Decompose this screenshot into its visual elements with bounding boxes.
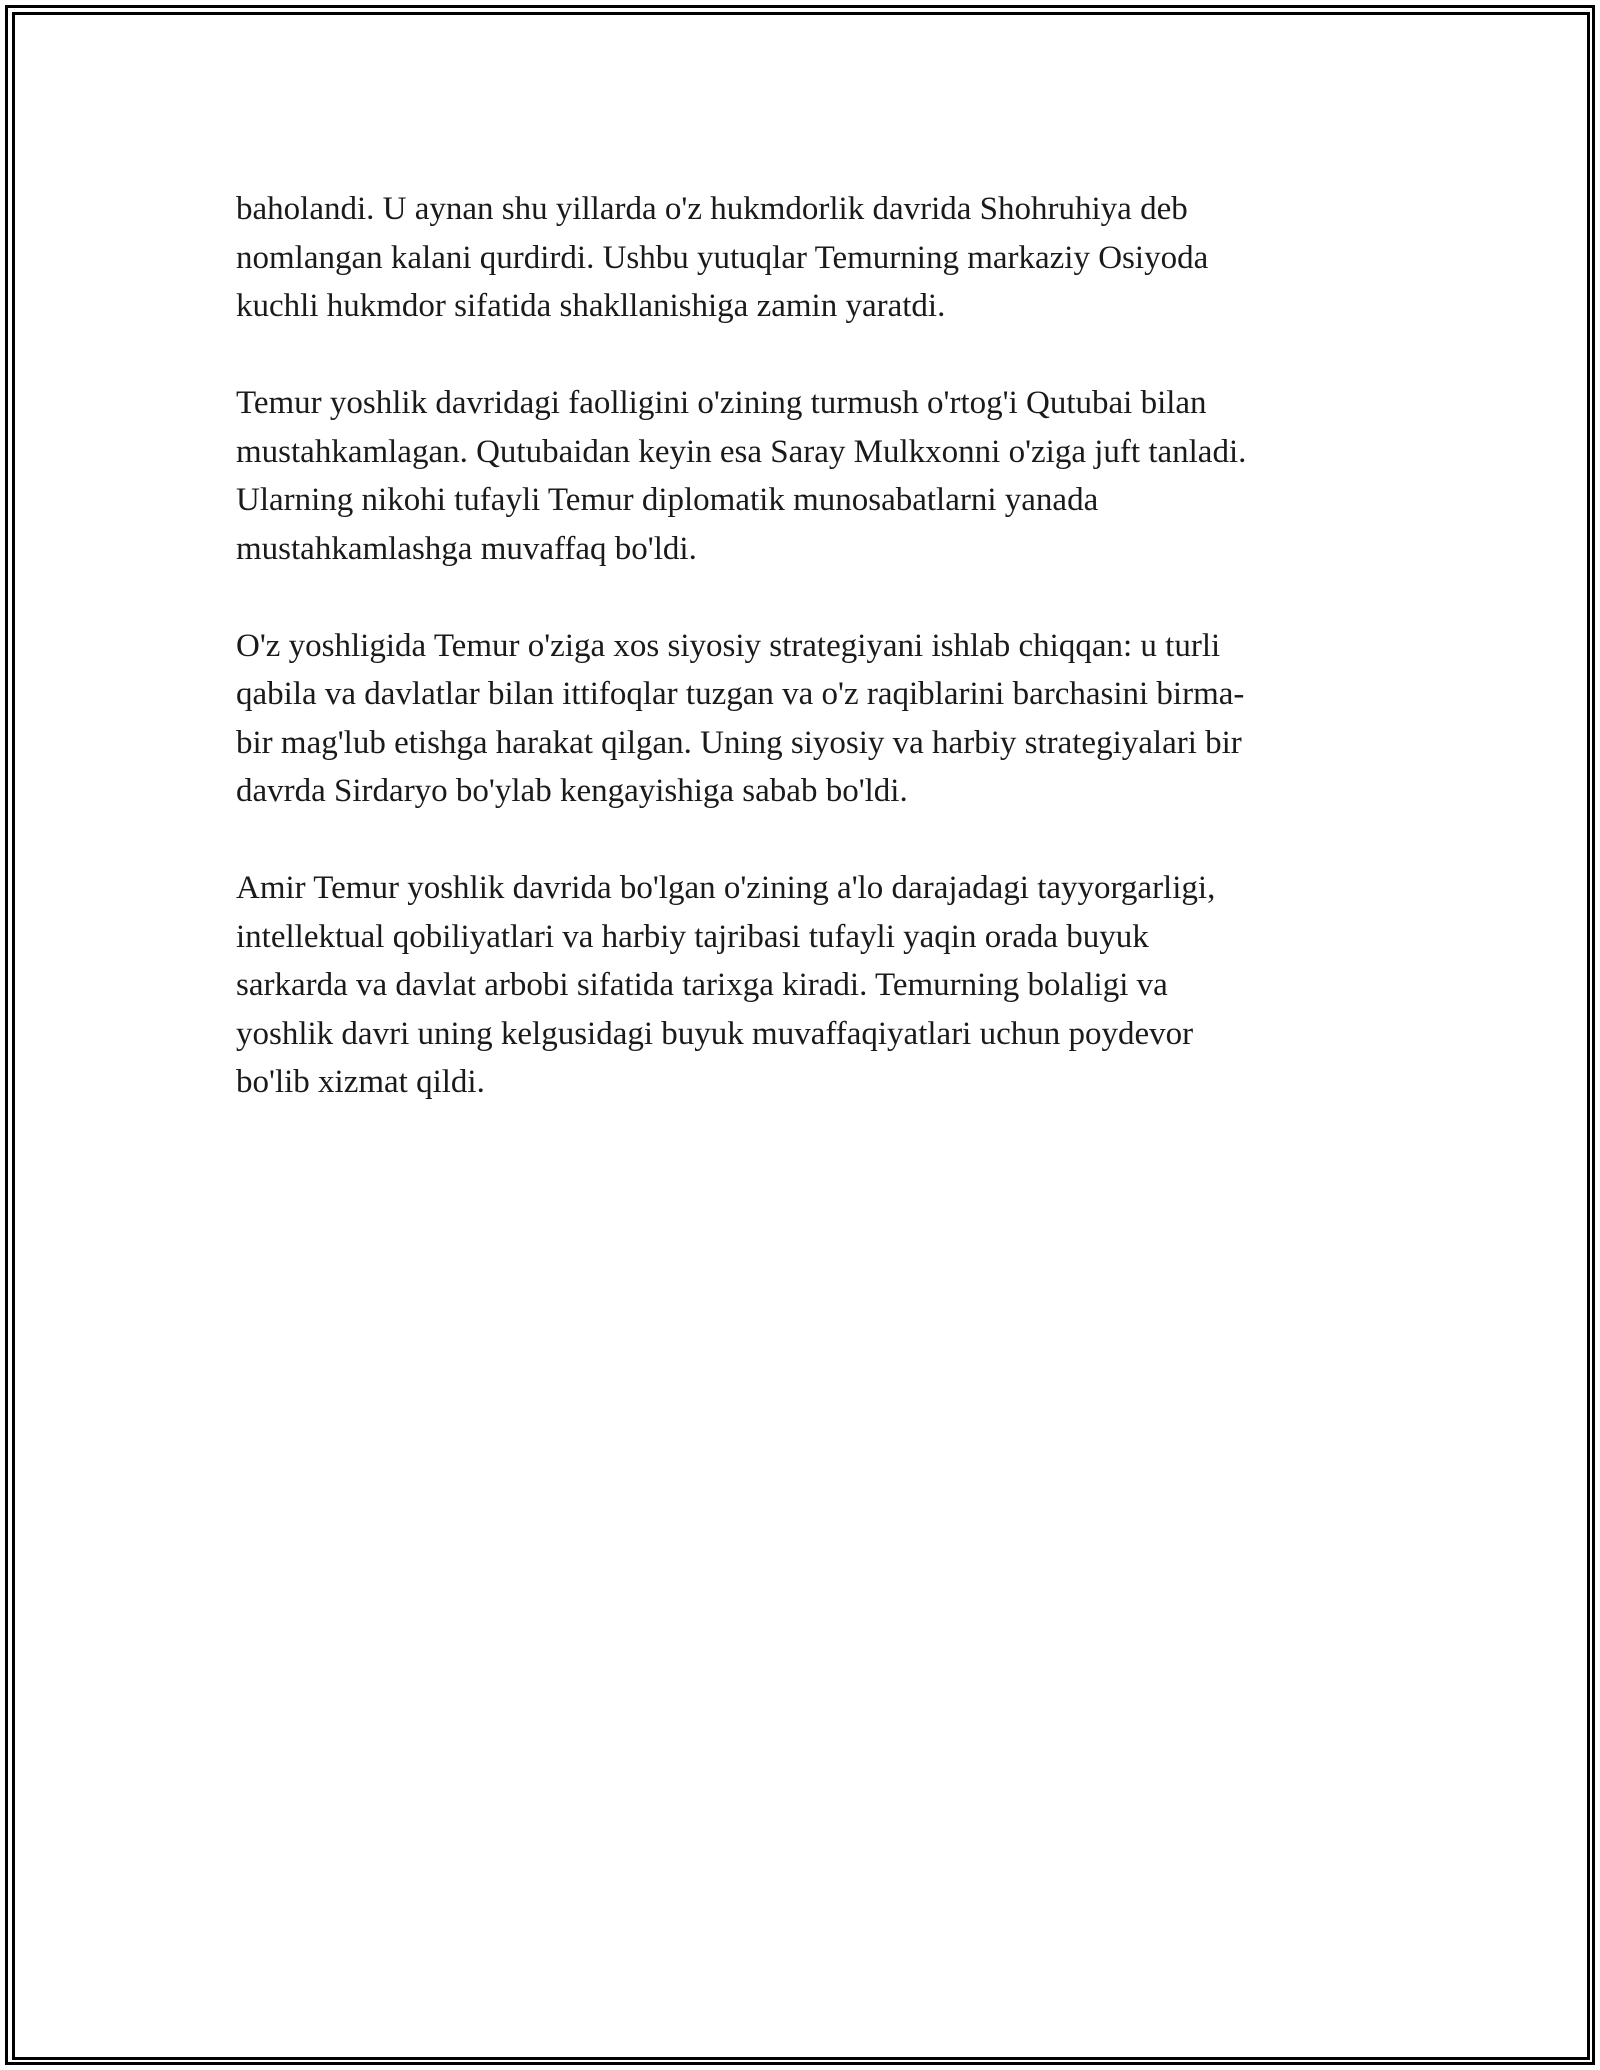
paragraph-3 <box>236 622 1366 816</box>
paragraph-line: qabila va davlatlar bilan ittifoqlar tuzgan va o'z raqiblarini barchasini birma- <box>236 676 1245 712</box>
paragraph-line: intellektual qobiliyatlari va harbiy tajribasi tufayli yaqin orada buyuk <box>236 918 1149 955</box>
paragraph-line: O'z yoshligida Temur o'ziga xos siyosiy strategiyani ishlab chiqqan: u turli <box>236 627 1221 664</box>
paragraph-line: Temur yoshlik davridagi faolligini o'zining turmush o'rtog'i Qutubai bilan <box>236 385 1207 421</box>
paragraph-4 <box>236 864 1366 1107</box>
paragraph-2 <box>236 379 1366 573</box>
document-body <box>236 185 1366 1155</box>
paragraph-line: mustahkamlashga muvaffaq bo'ldi. <box>236 530 697 567</box>
paragraph-line: Ularning nikohi tufayli Temur diplomatik munosabatlarni yanada <box>236 482 1099 518</box>
paragraph-line: mustahkamlagan. Qutubaidan keyin esa Saray Mulkxonni o'ziga juft tanladi. <box>236 433 1247 470</box>
paragraph-line: baholandi. U aynan shu yillarda o'z hukmdorlik davrida Shohruhiya deb <box>236 191 1188 227</box>
paragraph-line: nomlangan kalani qurdirdi. Ushbu yutuqlar Temurning markaziy Osiyoda <box>236 239 1209 276</box>
paragraph-line: Amir Temur yoshlik davrida bo'lgan o'zining a'lo darajadagi tayyorgarligi, <box>236 870 1216 906</box>
paragraph-line: sarkarda va davlat arbobi sifatida tarixga kiradi. Temurning bolaligi va <box>236 967 1168 1003</box>
paragraph-1 <box>236 185 1366 331</box>
paragraph-line: bir mag'lub etishga harakat qilgan. Uning siyosiy va harbiy strategiyalari bir <box>236 724 1242 761</box>
paragraph-line: bo'lib xizmat qildi. <box>236 1064 485 1100</box>
paragraph-line: yoshlik davri uning kelgusidagi buyuk muvaffaqiyatlari uchun poydevor <box>236 1015 1194 1052</box>
paragraph-line: kuchli hukmdor sifatida shakllanishiga zamin yaratdi. <box>236 288 946 324</box>
paragraph-line: davrda Sirdaryo bo'ylab kengayishiga sabab bo'ldi. <box>236 773 908 809</box>
